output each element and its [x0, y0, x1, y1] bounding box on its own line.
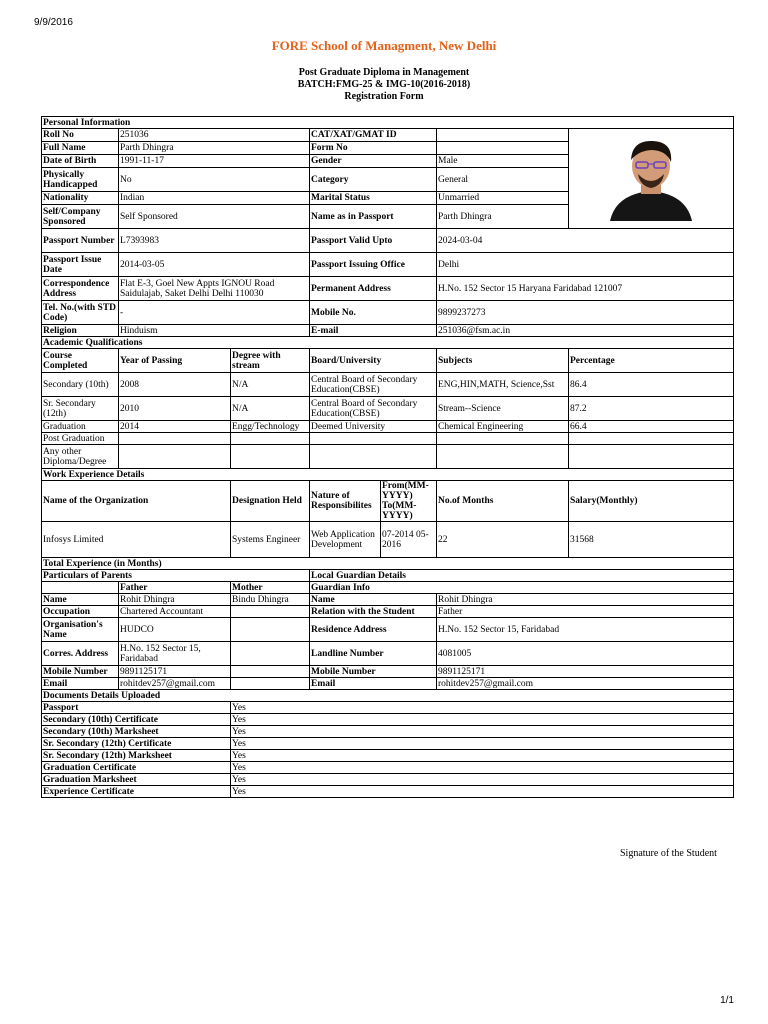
parents-section-title: Particulars of Parents — [42, 570, 310, 582]
ph-label: Physically Handicapped — [42, 168, 119, 192]
academic-cell — [310, 433, 437, 445]
sponsor-value: Self Sponsored — [119, 205, 310, 229]
document-row — [42, 786, 734, 798]
document-value: Yes — [231, 714, 734, 726]
parent-mobile-label: Mobile Number — [42, 666, 119, 678]
document-label: Passport — [42, 702, 231, 714]
academic-cell: Secondary (10th) — [42, 373, 119, 397]
residence-label: Residence Address — [310, 618, 437, 642]
mother-organisation — [231, 618, 310, 642]
academic-header-year: Year of Passing — [119, 349, 231, 373]
academic-cell: 86.4 — [569, 373, 734, 397]
academic-cell: Graduation — [42, 421, 119, 433]
roll-no-label: Roll No — [42, 129, 119, 142]
document-value: Yes — [231, 786, 734, 798]
perm-address-value: H.No. 152 Sector 15 Haryana Faridabad 121007 — [437, 277, 734, 301]
work-nature: Web Application Development — [310, 522, 381, 558]
perm-address-label: Permanent Address — [310, 277, 437, 301]
mother-mobile — [231, 666, 310, 678]
mobile-value: 9899237273 — [437, 301, 734, 325]
total-experience-label: Total Experience (in Months) — [42, 558, 734, 570]
guardian-section-title: Local Guardian Details — [310, 570, 734, 582]
passport-issue-label: Passport Issue Date — [42, 253, 119, 277]
father-address: H.No. 152 Sector 15, Faridabad — [119, 642, 231, 666]
residence-value: H.No. 152 Sector 15, Faridabad — [437, 618, 734, 642]
document-row — [42, 714, 734, 726]
religion-label: Religion — [42, 325, 119, 337]
work-section-title: Work Experience Details — [42, 469, 734, 481]
dob-label: Date of Birth — [42, 155, 119, 168]
landline-label: Landline Number — [310, 642, 437, 666]
document-row — [42, 762, 734, 774]
student-photo — [596, 136, 706, 221]
document-label: Sr. Secondary (12th) Certificate — [42, 738, 231, 750]
academic-cell: 2010 — [119, 397, 231, 421]
documents-section-title: Documents Details Uploaded — [42, 690, 734, 702]
document-row — [42, 726, 734, 738]
student-photo-image — [596, 136, 706, 221]
mobile-label: Mobile No. — [310, 301, 437, 325]
parent-email-label: Email — [42, 678, 119, 690]
form-no-label: Form No — [310, 142, 437, 155]
document-value: Yes — [231, 762, 734, 774]
father-mobile: 9891125171 — [119, 666, 231, 678]
gender-label: Gender — [310, 155, 437, 168]
academic-row — [42, 373, 734, 397]
academic-row — [42, 397, 734, 421]
academic-header-board: Board/University — [310, 349, 437, 373]
father-name: Rohit Dhingra — [119, 594, 231, 606]
academic-cell — [231, 433, 310, 445]
work-row — [42, 522, 734, 558]
academic-cell: Stream--Science — [437, 397, 569, 421]
work-org: Infosys Limited — [42, 522, 231, 558]
registration-form-table — [41, 116, 734, 798]
academic-cell: N/A — [231, 373, 310, 397]
document-row — [42, 702, 734, 714]
work-salary: 31568 — [569, 522, 734, 558]
work-header-nature: Nature of Responsibilites — [310, 481, 381, 522]
academic-header-percentage: Percentage — [569, 349, 734, 373]
guardian-mobile: 9891125171 — [437, 666, 734, 678]
academic-header-degree: Degree with stream — [231, 349, 310, 373]
program-title: Post Graduate Diploma in Management — [298, 67, 470, 78]
corr-address-label: Correspondence Address — [42, 277, 119, 301]
gender-value: Male — [437, 155, 569, 168]
academic-cell: Chemical Engineering — [437, 421, 569, 433]
page-number: 1/1 — [720, 995, 734, 1006]
tel-value: - — [119, 301, 310, 325]
relation-value: Father — [437, 606, 734, 618]
work-designation: Systems Engineer — [231, 522, 310, 558]
work-from: 07-2014 — [382, 529, 414, 540]
school-title: FORE School of Managment, New Delhi — [271, 38, 497, 53]
document-value: Yes — [231, 774, 734, 786]
issuing-office-label: Passport Issuing Office — [310, 253, 437, 277]
academic-cell — [231, 445, 310, 469]
personal-section-title: Personal Information — [42, 117, 734, 129]
academic-section-title: Academic Qualifications — [42, 337, 734, 349]
mother-name: Bindu Dhingra — [231, 594, 310, 606]
category-label: Category — [310, 168, 437, 192]
academic-cell: Post Graduation — [42, 433, 119, 445]
academic-cell — [569, 445, 734, 469]
document-label: Experience Certificate — [42, 786, 231, 798]
email-label: E-mail — [310, 325, 437, 337]
document-label: Graduation Marksheet — [42, 774, 231, 786]
academic-cell — [310, 445, 437, 469]
nationality-label: Nationality — [42, 192, 119, 205]
academic-cell: Any other Diploma/Degree — [42, 445, 119, 469]
academic-row — [42, 421, 734, 433]
landline-value: 4081005 — [437, 642, 734, 666]
document-value: Yes — [231, 738, 734, 750]
passport-issue-value: 2014-03-05 — [119, 253, 310, 277]
form-title: Registration Form — [344, 91, 424, 102]
cat-id-label: CAT/XAT/GMAT ID — [310, 129, 437, 142]
nationality-value: Indian — [119, 192, 310, 205]
passport-name-label: Name as in Passport — [310, 205, 437, 229]
work-header-from: From(MM-YYYY) — [382, 481, 429, 501]
work-header-months: No.of Months — [437, 481, 569, 522]
corr-address-value: Flat E-3, Goel New Appts IGNOU Road Saidulajab, Saket Delhi Delhi 110030 — [119, 277, 310, 301]
dob-value: 1991-11-17 — [119, 155, 310, 168]
organisation-label: Organisation's Name — [42, 618, 119, 642]
academic-cell: 87.2 — [569, 397, 734, 421]
academic-cell: 2014 — [119, 421, 231, 433]
guardian-info-header: Guardian Info — [310, 582, 734, 594]
student-signature-label: Signature of the Student — [620, 848, 717, 859]
academic-header-course: Course Completed — [42, 349, 119, 373]
issuing-office-value: Delhi — [437, 253, 734, 277]
sponsor-label: Self/Company Sponsored — [42, 205, 119, 229]
academic-cell — [569, 433, 734, 445]
work-header-from-to — [381, 481, 437, 522]
roll-no-value: 251036 — [119, 129, 310, 142]
mother-email — [231, 678, 310, 690]
cat-id-value — [437, 129, 569, 142]
parent-name-label: Name — [42, 594, 119, 606]
mother-address — [231, 642, 310, 666]
document-label: Secondary (10th) Certificate — [42, 714, 231, 726]
work-to: 05-2016 — [382, 529, 429, 550]
passport-valid-label: Passport Valid Upto — [310, 229, 437, 253]
document-label: Sr. Secondary (12th) Marksheet — [42, 750, 231, 762]
form-no-value — [437, 142, 569, 155]
guardian-name-label: Name — [310, 594, 437, 606]
mother-occupation — [231, 606, 310, 618]
document-row — [42, 774, 734, 786]
academic-cell: Central Board of Secondary Education(CBSE) — [310, 397, 437, 421]
relation-label: Relation with the Student — [310, 606, 437, 618]
document-value: Yes — [231, 726, 734, 738]
document-row — [42, 738, 734, 750]
mother-header: Mother — [231, 582, 310, 594]
full-name-value: Parth Dhingra — [119, 142, 310, 155]
batch-title: BATCH:FMG-25 & IMG-10(2016-2018) — [297, 79, 471, 90]
work-header-designation: Designation Held — [231, 481, 310, 522]
guardian-mobile-label: Mobile Number — [310, 666, 437, 678]
academic-cell — [437, 445, 569, 469]
academic-header-subjects: Subjects — [437, 349, 569, 373]
passport-valid-value: 2024-03-04 — [437, 229, 734, 253]
academic-cell — [437, 433, 569, 445]
guardian-email: rohitdev257@gmail.com — [437, 678, 734, 690]
academic-cell: 2008 — [119, 373, 231, 397]
document-row — [42, 750, 734, 762]
occupation-label: Occupation — [42, 606, 119, 618]
father-header: Father — [119, 582, 231, 594]
academic-row — [42, 433, 734, 445]
work-header-org: Name of the Organization — [42, 481, 231, 522]
religion-value: Hinduism — [119, 325, 310, 337]
tel-label: Tel. No.(with STD Code) — [42, 301, 119, 325]
document-label: Graduation Certificate — [42, 762, 231, 774]
guardian-email-label: Email — [310, 678, 437, 690]
full-name-label: Full Name — [42, 142, 119, 155]
academic-cell: ENG,HIN,MATH, Science,Sst — [437, 373, 569, 397]
academic-cell: N/A — [231, 397, 310, 421]
academic-row — [42, 445, 734, 469]
father-occupation: Chartered Accountant — [119, 606, 231, 618]
parents-blank-cell — [42, 582, 119, 594]
guardian-name: Rohit Dhingra — [437, 594, 734, 606]
ph-value: No — [119, 168, 310, 192]
passport-no-label: Passport Number — [42, 229, 119, 253]
print-date: 9/9/2016 — [34, 17, 73, 28]
passport-name-value: Parth Dhingra — [437, 205, 569, 229]
corres-address-label: Corres. Address — [42, 642, 119, 666]
marital-label: Marital Status — [310, 192, 437, 205]
work-from-to — [381, 522, 437, 558]
academic-cell — [119, 433, 231, 445]
academic-cell — [119, 445, 231, 469]
father-organisation: HUDCO — [119, 618, 231, 642]
academic-cell: Engg/Technology — [231, 421, 310, 433]
academic-cell: Central Board of Secondary Education(CBSE) — [310, 373, 437, 397]
marital-value: Unmarried — [437, 192, 569, 205]
category-value: General — [437, 168, 569, 192]
academic-cell: Sr. Secondary (12th) — [42, 397, 119, 421]
email-value: 251036@fsm.ac.in — [437, 325, 734, 337]
work-header-to: To(MM-YYYY) — [382, 501, 417, 521]
work-header-salary: Salary(Monthly) — [569, 481, 734, 522]
document-value: Yes — [231, 702, 734, 714]
document-value: Yes — [231, 750, 734, 762]
work-months: 22 — [437, 522, 569, 558]
passport-no-value: L7393983 — [119, 229, 310, 253]
father-email: rohitdev257@gmail.com — [119, 678, 231, 690]
academic-cell: Deemed University — [310, 421, 437, 433]
photo-cell — [569, 129, 734, 229]
document-label: Secondary (10th) Marksheet — [42, 726, 231, 738]
academic-cell: 66.4 — [569, 421, 734, 433]
